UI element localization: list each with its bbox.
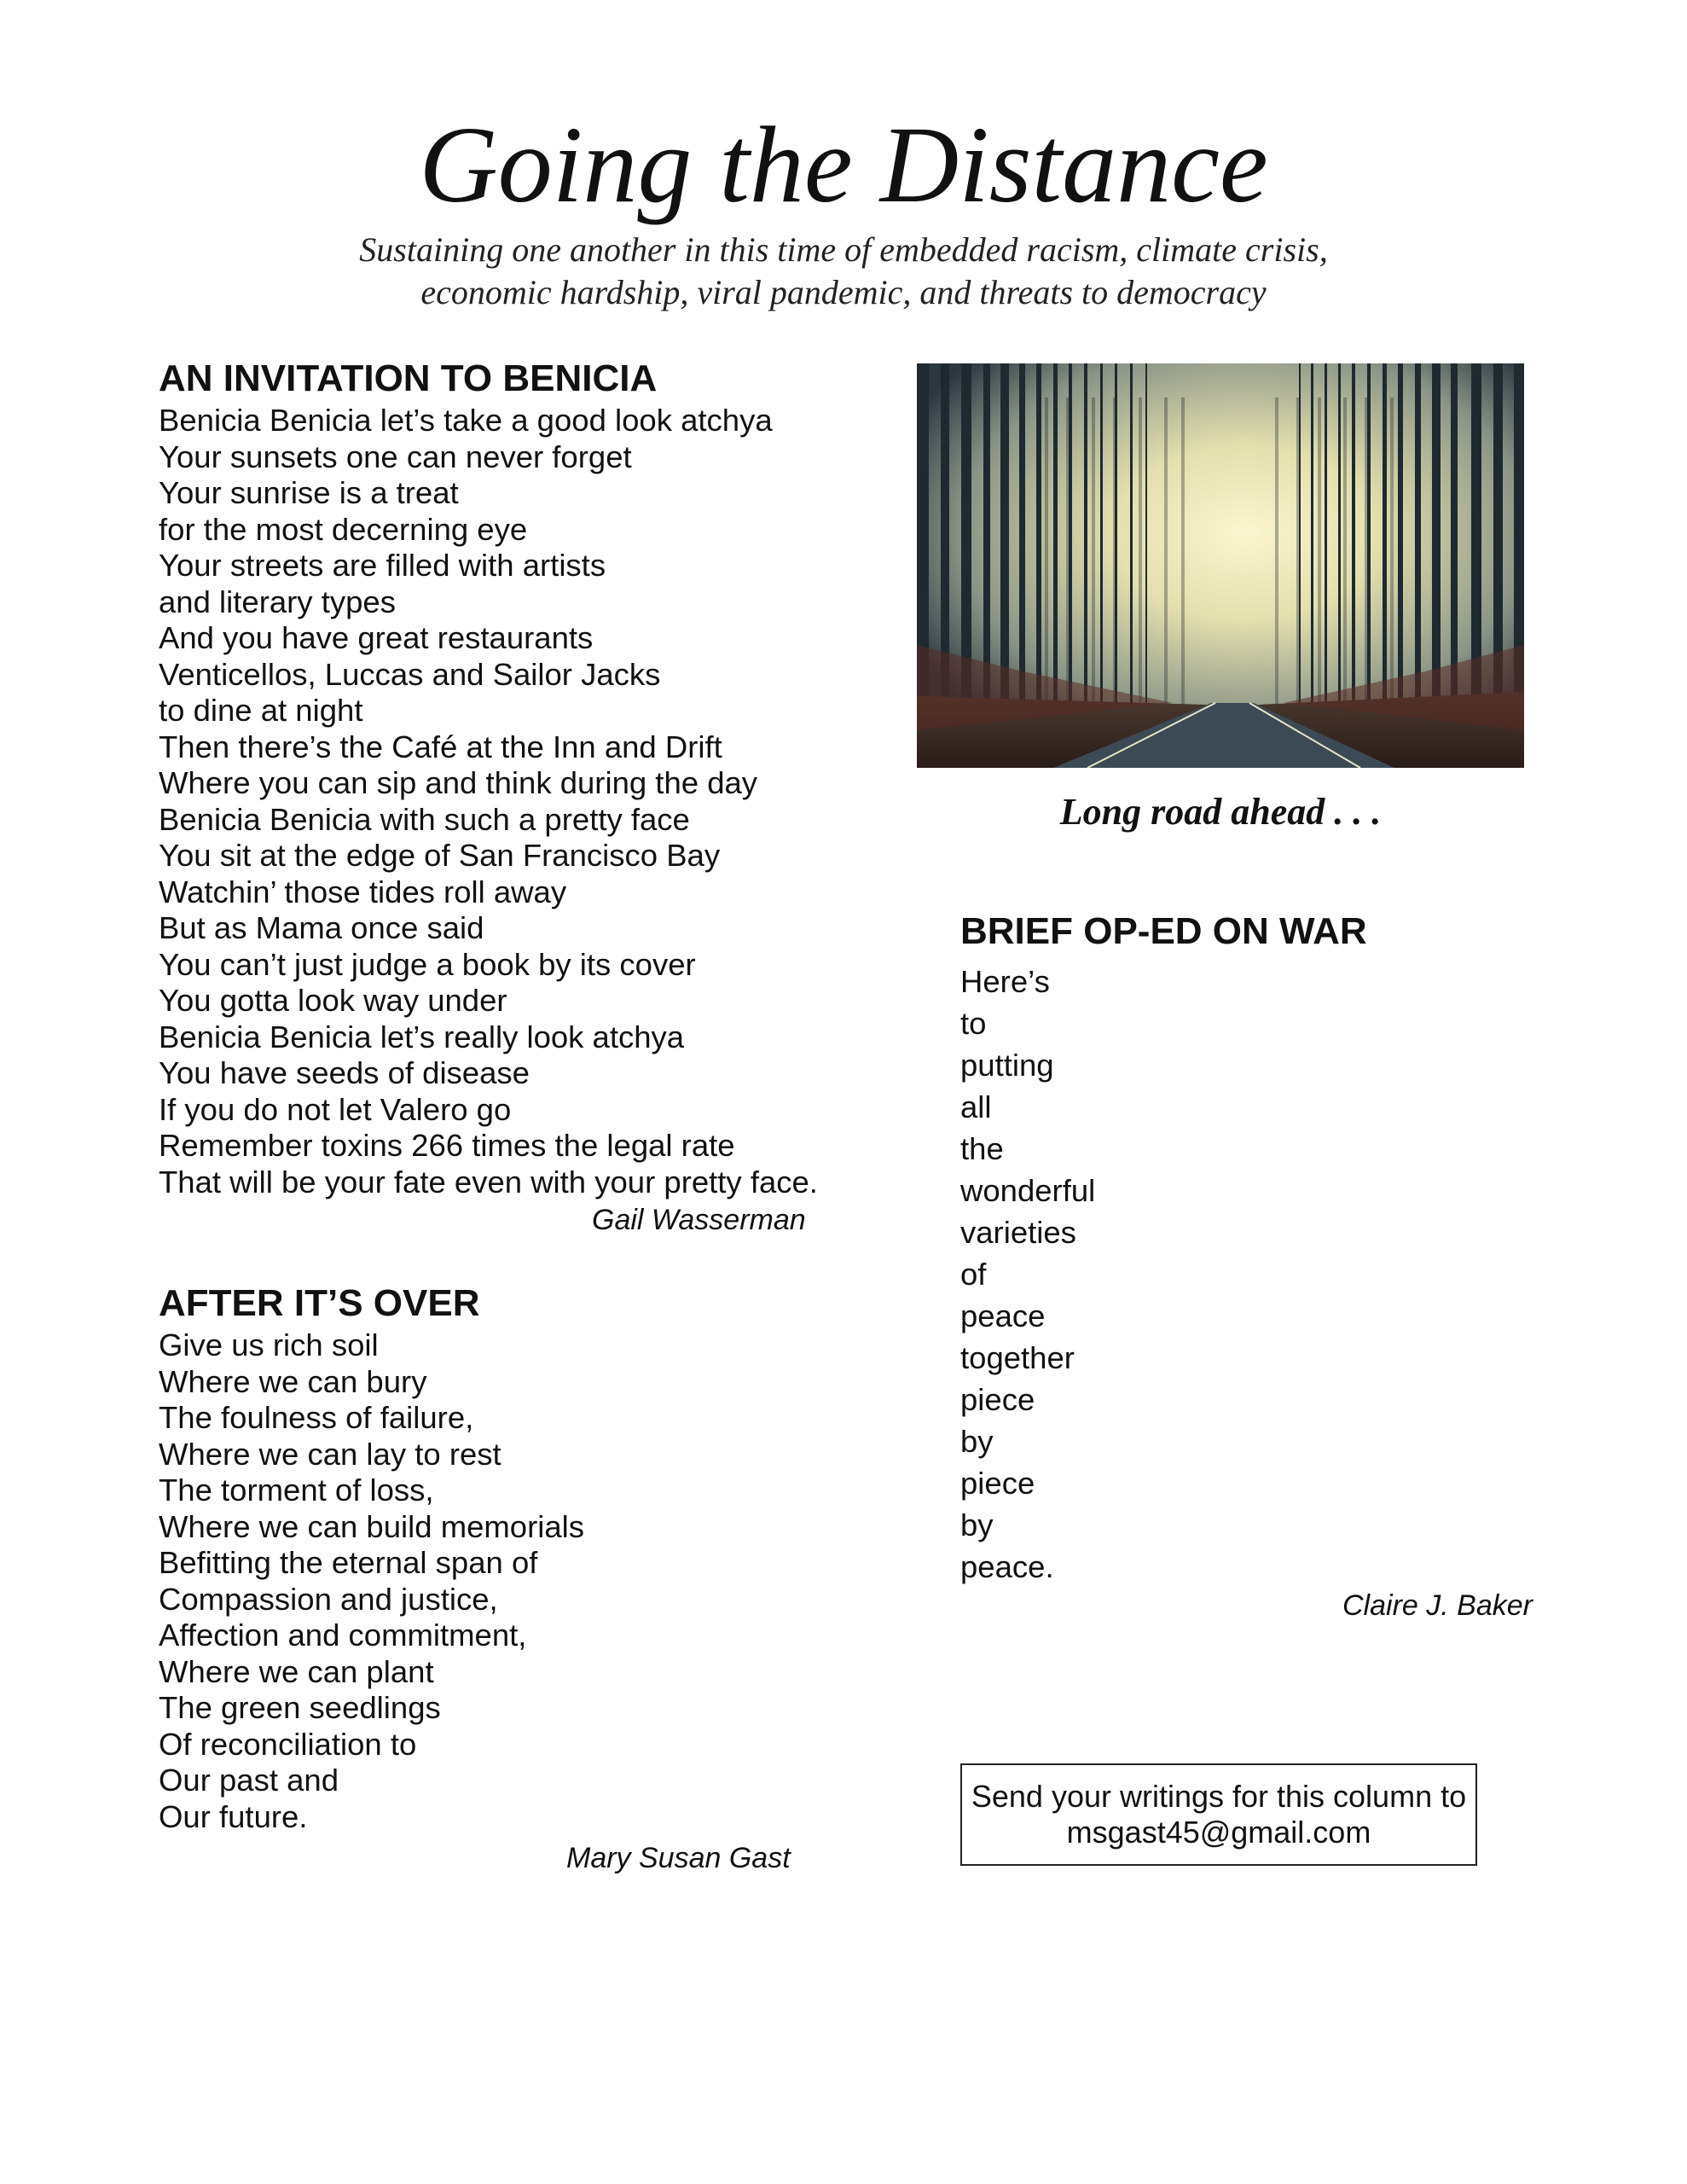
near-tree-trunk (1084, 363, 1087, 722)
poem-line: Our past and (159, 1763, 339, 1798)
poem-author-invitation: Gail Wasserman (592, 1204, 806, 1236)
poem-line: Benicia Benicia with such a pretty face (159, 801, 690, 837)
near-tree-trunk (1100, 363, 1103, 722)
poem-author-brief-op-ed: Claire J. Baker (1342, 1589, 1533, 1622)
poem-line: wonderful (960, 1173, 1096, 1208)
near-tree-trunk (1299, 363, 1301, 722)
poem-line: varieties (960, 1215, 1076, 1250)
far-tree-trunk (1092, 398, 1095, 705)
poem-line: That will be your fate even with your pretty face. (159, 1164, 818, 1199)
poem-line: Then there’s the Café at the Inn and Drift (159, 729, 722, 764)
near-tree-trunk (1311, 363, 1313, 722)
near-tree-trunk (1069, 363, 1072, 722)
poem-line: Here’s (960, 964, 1050, 999)
poem-line: Where we can lay to rest (159, 1436, 501, 1472)
poem-body-after-its-over (159, 1327, 584, 1835)
far-tree-trunk (1181, 398, 1185, 705)
poem-line: Where we can bury (159, 1363, 427, 1399)
far-tree-trunk (1318, 398, 1321, 705)
poem-line: Benicia Benicia let’s really look atchya (159, 1019, 685, 1054)
poem-body-invitation (159, 403, 818, 1200)
poem-line: You can’t just judge a book by its cover (159, 946, 696, 982)
poem-line: Your sunrise is a treat (159, 475, 459, 510)
poem-line: to (960, 1006, 987, 1041)
poem-line: You gotta look way under (159, 983, 507, 1018)
near-tree-trunk (1338, 363, 1341, 722)
poem-line: Where we can build memorials (159, 1508, 585, 1544)
poem-line: all (960, 1089, 992, 1124)
near-tree-trunk (1053, 363, 1058, 722)
poem-line: of (960, 1257, 987, 1292)
poem-line: the (960, 1131, 1004, 1166)
poem-line: Compassion and justice, (159, 1581, 498, 1617)
poem-line: piece (960, 1466, 1035, 1501)
poem-line: Your sunsets one can never forget (159, 439, 632, 474)
poem-line: Our future. (159, 1798, 308, 1834)
far-tree-trunk (1045, 398, 1048, 705)
poem-line: Where we can plant (159, 1653, 434, 1689)
near-tree-trunk (1036, 363, 1041, 722)
poem-heading-brief-op-ed: BRIEF OP-ED ON WAR (960, 910, 1367, 952)
poem-line: You have seeds of disease (159, 1055, 530, 1090)
page-title: Going the Distance (419, 104, 1268, 225)
far-tree-trunk (1343, 398, 1347, 705)
subtitle-line: Sustaining one another in this time of embedded racism, climate crisis, (359, 230, 1328, 269)
near-tree-trunk (1130, 363, 1133, 722)
near-tree-trunk (1325, 363, 1327, 722)
page-subtitle (0, 229, 1687, 314)
poem-line: Befitting the eternal span of (159, 1545, 538, 1580)
poem-line: Affection and commitment, (159, 1618, 527, 1653)
near-tree-trunk (1145, 363, 1147, 722)
near-tree-trunk (1383, 363, 1387, 722)
poem-line: together (960, 1340, 1075, 1375)
poem-line: But as Mama once said (159, 910, 484, 945)
poem-line: by (960, 1507, 994, 1542)
near-tree-trunk (1352, 363, 1355, 722)
near-tree-trunk (1398, 363, 1403, 722)
poem-line: Venticellos, Luccas and Sailor Jacks (159, 656, 661, 692)
poem-body-brief-op-ed (960, 961, 1095, 1588)
far-tree-trunk (1139, 398, 1142, 705)
poem-line: peace. (960, 1549, 1054, 1584)
poem-author-after-its-over: Mary Susan Gast (566, 1842, 791, 1874)
poem-line: to dine at night (159, 693, 363, 728)
poem-line: and literary types (159, 584, 396, 619)
near-tree-trunk (1115, 363, 1117, 722)
poem-line: putting (960, 1048, 1054, 1083)
near-tree-trunk (1415, 363, 1421, 722)
poem-line: by (960, 1424, 994, 1459)
poem-line: Remember toxins 266 times the legal rate (159, 1128, 735, 1163)
poem-line: The foulness of failure, (159, 1400, 474, 1435)
poem-line: The torment of loss, (159, 1472, 434, 1507)
poem-line: If you do not let Valero go (159, 1091, 512, 1127)
poem-line: for the most decerning eye (159, 511, 528, 547)
poem-line: Watchin’ those tides roll away (159, 874, 567, 909)
submission-email[interactable]: msgast45@gmail.com (1066, 1815, 1371, 1850)
poem-line: Give us rich soil (159, 1327, 379, 1362)
far-tree-trunk (1390, 398, 1394, 705)
subtitle-line: economic hardship, viral pandemic, and threats to democracy (420, 273, 1267, 311)
forest-road-photo (917, 363, 1524, 768)
poem-line: Where you can sip and think during the day (159, 765, 758, 800)
poem-line: piece (960, 1382, 1035, 1417)
poem-line: Benicia Benicia let’s take a good look atchya (159, 403, 773, 438)
poem-line: And you have great restaurants (159, 620, 594, 655)
poem-line: You sit at the edge of San Francisco Bay (159, 838, 721, 873)
near-tree-trunk (1019, 363, 1025, 722)
poem-line: peace (960, 1298, 1046, 1333)
far-tree-trunk (1164, 398, 1168, 705)
far-tree-trunk (1275, 398, 1278, 705)
submission-note-text: Send your writings for this column to (971, 1779, 1467, 1814)
photo-caption: Long road ahead . . . (1059, 791, 1382, 833)
poem-line: The green seedlings (159, 1690, 441, 1725)
poem-heading-after-its-over: AFTER IT’S OVER (159, 1282, 480, 1324)
poem-line: Of reconciliation to (159, 1726, 417, 1762)
poem-heading-invitation: AN INVITATION TO BENICIA (159, 357, 658, 399)
near-tree-trunk (1367, 363, 1371, 722)
poem-line: Your streets are filled with artists (159, 548, 606, 583)
submission-note-box (960, 1763, 1477, 1866)
